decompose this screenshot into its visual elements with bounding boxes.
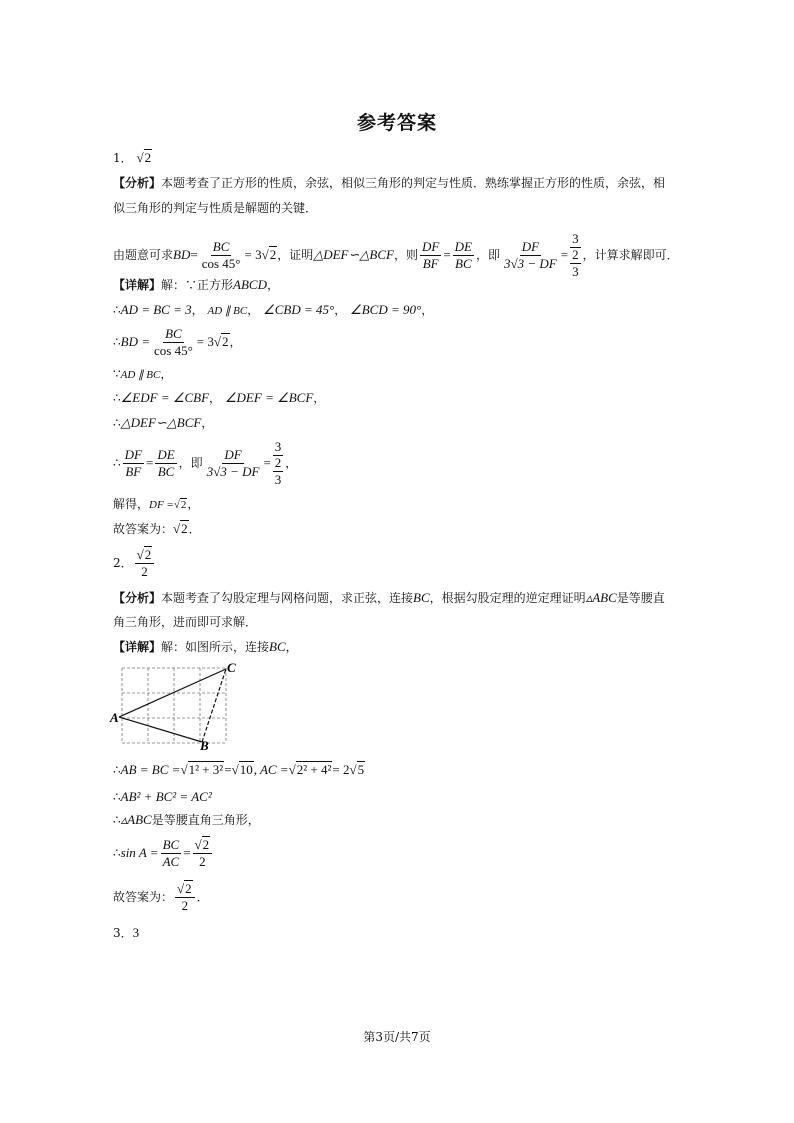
q1-step9: 故答案为：√2． — [113, 521, 201, 536]
q1-answer-line — [113, 150, 152, 166]
label-A: A — [110, 710, 119, 725]
q2-eq4: ∴sin A = $\frac{BC}{AC}$ = $\frac{√2}{2}$ — [113, 836, 214, 870]
fraction: $\frac{DE}{BC}$ — [157, 447, 175, 479]
q1-analysis-line2: 似三角形的判定与性质是解题的关键． — [113, 201, 318, 215]
label-C: C — [227, 660, 236, 675]
grid-lines — [122, 668, 226, 743]
fraction: $\frac{√2}{2}$ — [175, 882, 195, 913]
grid-triangle-figure — [108, 660, 248, 752]
segment-BC — [202, 669, 226, 742]
q1-detail-line1: 【详解】解：∵正方形ABCD， — [113, 277, 279, 292]
q2-analysis-line1: 【分析】本题考查了勾股定理与网格问题，求正弦，连接BC，根据勾股定理的逆定理证明▵ABC是等腰直 — [113, 590, 665, 605]
q1-analysis-line1: 【分析】本题考查了正方形的性质，余弦，相似三角形的判定与性质．熟练掌握正方形的性质，余弦，相 — [113, 176, 666, 190]
q1-step4: ∵AD ∥ BC， — [113, 367, 173, 381]
label-B: B — [200, 738, 209, 752]
fraction: $\frac{BC}{AC}$ — [162, 837, 180, 869]
q1-analysis-tag: 【分析】 — [113, 176, 162, 190]
q1-step2: ∴AD = BC = 3， AD ∥ BC， ∠CBD = 45°， ∠BCD = 90°， — [113, 302, 434, 317]
nested-fraction: 3 2 3 — [572, 231, 579, 279]
q3-answer: 3 — [132, 925, 140, 940]
q1-step6: ∴△DEF∽△BCF， — [113, 415, 214, 430]
q3-answer-line — [113, 925, 139, 941]
q1-detail-tag: 【详解】 — [113, 278, 162, 292]
q2-analysis-line2: 角三角形，进而即可求解． — [113, 615, 258, 629]
fraction: $\frac{√2}{2}$ — [193, 838, 213, 869]
q2-number: 2． — [113, 556, 133, 570]
fraction: $\frac{DF}{3√3 - DF}$ — [206, 447, 260, 479]
q2-analysis-tag: 【分析】 — [113, 591, 162, 605]
q3-number: 3． — [113, 926, 133, 940]
fraction: $\frac{BC}{\cos 45^\circ}$ — [201, 239, 241, 271]
q1-step8: 解得，DF =√2， — [113, 497, 200, 511]
q2-eq1: ∴AB = BC =√1² + 3²=√10, AC =√2² + 4²= 2√5 — [113, 762, 365, 777]
q1-step5: ∴∠EDF = ∠CBF， ∠DEF = ∠BCF， — [113, 390, 326, 405]
fraction: $\frac{DF}{BF}$ — [421, 239, 440, 271]
q1-answer: √2 — [136, 150, 152, 165]
page-title: 参考答案 — [356, 112, 437, 134]
q1-number: 1． — [113, 151, 133, 165]
q2-detail-tag: 【详解】 — [113, 640, 162, 654]
q2-answer: $\frac{√2}{2}$ — [135, 548, 155, 579]
fraction: $\frac{DF}{BF}$ — [124, 447, 142, 479]
nested-fraction: 3 2 3 — [274, 439, 282, 487]
q2-detail-line1: 【详解】解：如图所示，连接BC， — [113, 639, 298, 654]
page-footer: 第3页/共7页 — [363, 1030, 431, 1044]
q1-step7: ∴ $\frac{DF}{BF}$ = $\frac{DE}{BC}$ ，即 $\frac{DF}{3√3 - DF}$ = 3 2 3 ， — [113, 439, 298, 487]
segment-AB — [119, 717, 202, 742]
q2-eq2: ∴AB² + BC² = AC² — [113, 789, 212, 804]
q2-answer-line — [113, 546, 156, 580]
fraction: $\frac{DE}{BC}$ — [454, 239, 472, 271]
q1-step3: ∴BD = $\frac{BC}{\cos 45^\circ}$ = 3√2， — [113, 326, 242, 358]
q2-eq5: 故答案为： $\frac{√2}{2}$ ． — [113, 881, 209, 913]
fraction: $\frac{DF}{3√3 - DF}$ — [504, 239, 557, 271]
q2-eq3: ∴▵ABC是等腰直角三角形， — [113, 812, 260, 827]
q1-analysis-formula: 由题意可求BD= $\frac{BC}{\cos 45^\circ}$ = 3√2，证明△DEF∽△BCF，则 $\frac{DF}{BF}$ = $\frac{DE}{BC}$ ，即 $\frac{DF}{3√3 - DF}$ = 3 2 3 ，计算求解即可． — [113, 231, 679, 279]
fraction: $\frac{BC}{\cos 45^\circ}$ — [154, 326, 193, 358]
